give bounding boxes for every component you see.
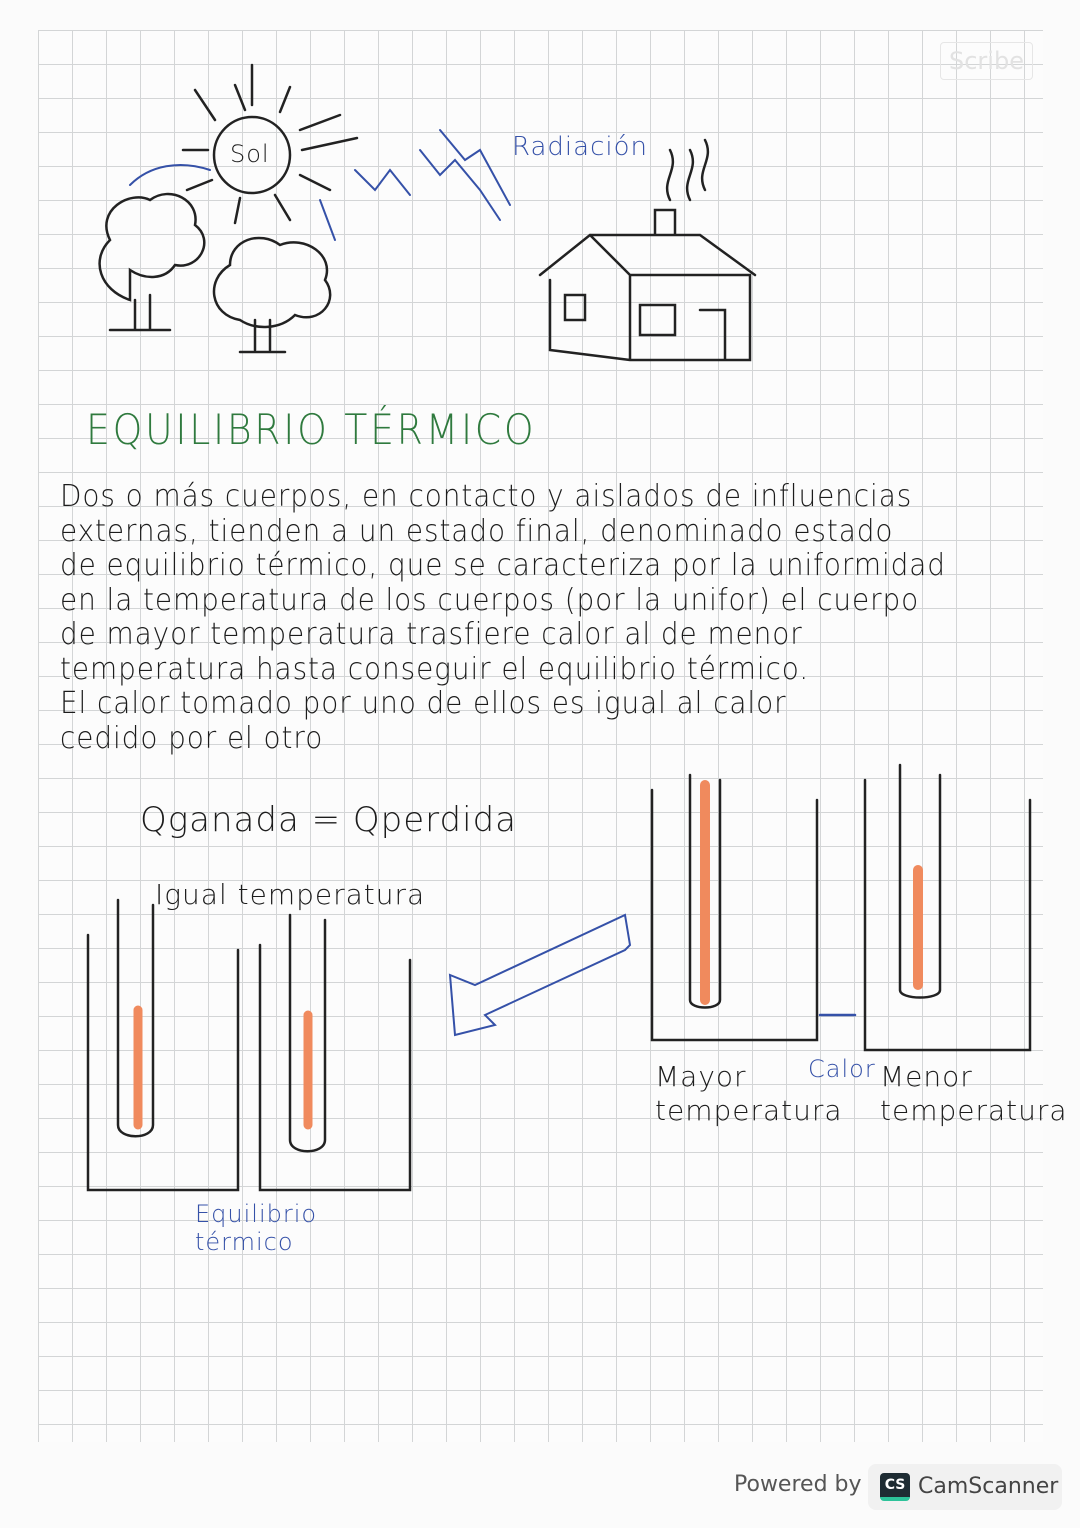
text-line: temperatura hasta conseguir el equilibrio térmico. (60, 651, 810, 687)
lower-temp-label: Menor temperatura (880, 1060, 1068, 1127)
equation: Qganada = Qperdida (140, 800, 517, 840)
equal-temp-label: Igual temperatura (155, 878, 426, 911)
paragraph (60, 480, 946, 756)
text-line: Dos o más cuerpos, en contacto y aislados de influencias (60, 479, 913, 514)
text-line: externas, tienden a un estado final, denominado estado (60, 513, 894, 549)
powered-by: Powered by (734, 1472, 862, 1497)
house-icon (540, 140, 755, 360)
thermometers-left (88, 900, 410, 1190)
text-line: El calor tomado por uno de ellos es igual al calor (60, 686, 787, 721)
text-line: en la temperatura de los cuerpos (por la unifor) el cuerpo (60, 582, 920, 618)
camscanner-logo-icon: CS (880, 1473, 910, 1501)
higher-temp-label: Mayor temperatura (655, 1060, 843, 1127)
text-line: de mayor temperatura trasfiere calor al de menor (60, 617, 803, 652)
watermark: Scribe (940, 42, 1033, 80)
equilibrium-label: Equilibrio térmico (195, 1200, 318, 1256)
sun-label: Sol (230, 140, 270, 168)
arrow-icon (450, 915, 630, 1035)
camscanner-badge[interactable] (868, 1464, 1062, 1510)
radiation-label: Radiación (512, 132, 648, 162)
text-line: de equilibrio térmico, que se caracteriza por la uniformidad (60, 548, 946, 583)
page-title: EQUILIBRIO TÉRMICO (86, 405, 537, 454)
thermometers-right (652, 765, 1030, 1050)
text-line: cedido por el otro (60, 720, 324, 756)
camscanner-brand: CamScanner (918, 1474, 1059, 1499)
tree-icon (100, 194, 331, 352)
sun-icon (183, 65, 357, 223)
heat-label: Calor (808, 1055, 876, 1083)
